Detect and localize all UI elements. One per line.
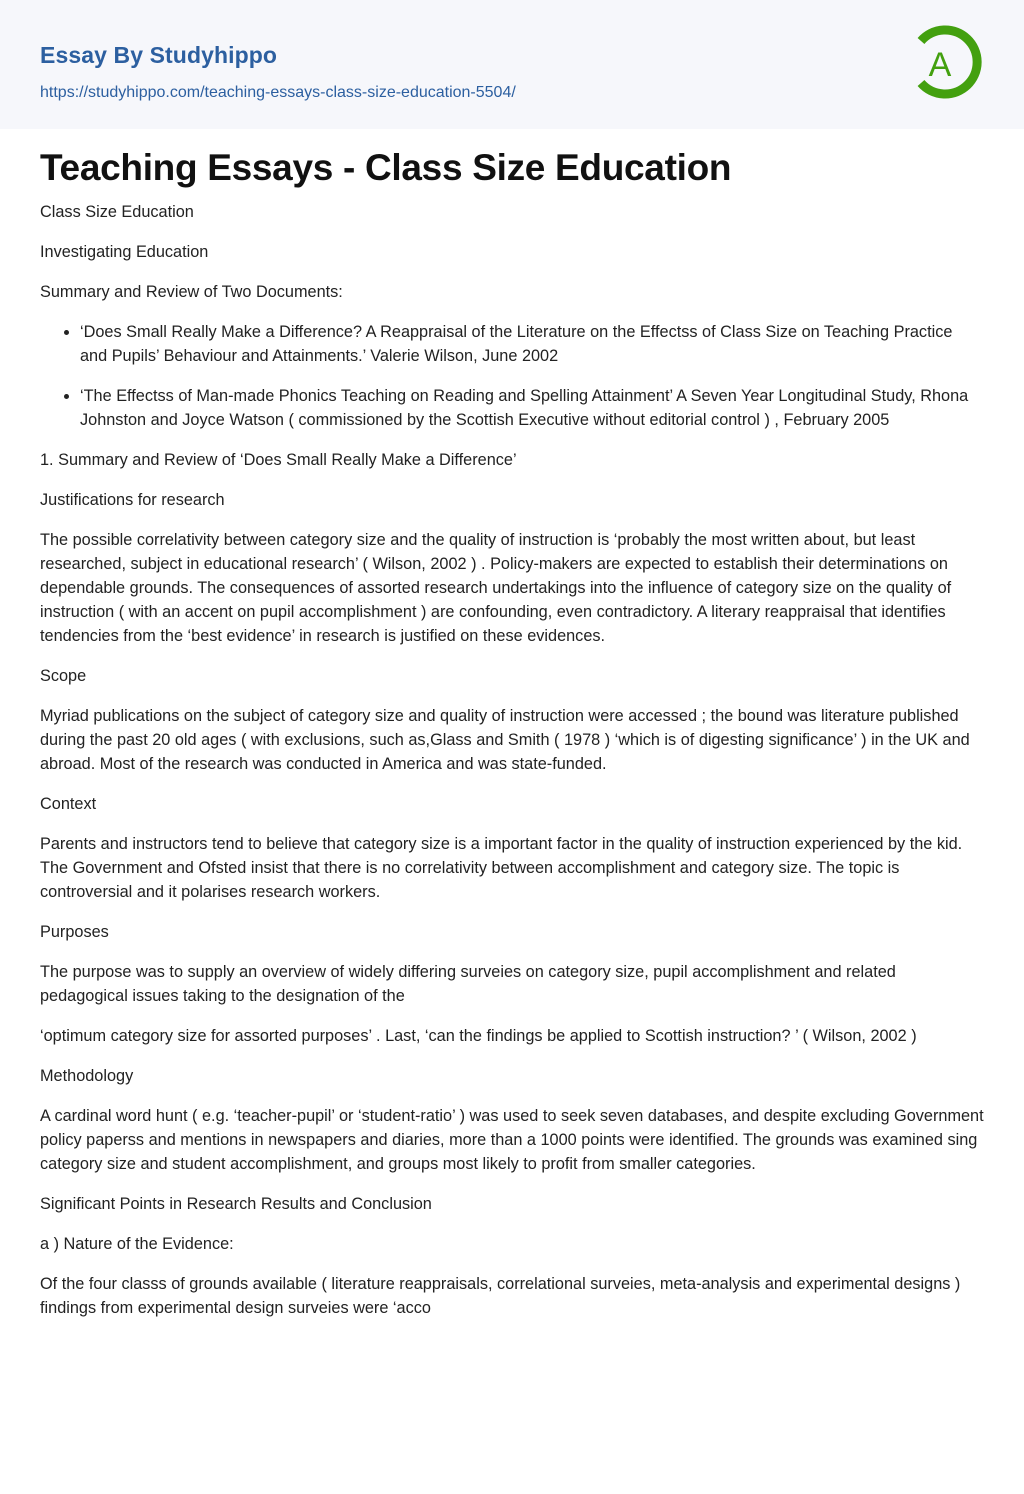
article-body xyxy=(40,200,984,1336)
section-heading: Methodology xyxy=(40,1067,134,1085)
paragraph: Myriad publications on the subject of category size and quality of instruction were accessed ; the bound was literature published during the past 20 old ages ( with exclusions, such as,Glass and Smith ( 1978 ) ‘which is of digesting significance’ ) in the UK and abroad. Most of the research was conducted in America and was state-funded. xyxy=(40,707,970,773)
summary-heading: Summary and Review of Two Documents: xyxy=(40,283,343,301)
section-heading: Context xyxy=(40,795,97,813)
paragraph: Parents and instructors tend to believe that category size is a important factor in the quality of instruction experienced by the kid. The Government and Ofsted insist that there is no correlativity between accomplishment and category size. The topic is controversial and it polarises research workers. xyxy=(40,835,963,901)
section-heading: a ) Nature of the Evidence: xyxy=(40,1235,234,1253)
logo-letter: A xyxy=(928,46,952,84)
paragraph: A cardinal word hunt ( e.g. ‘teacher-pupil’ or ‘student-ratio’ ) was used to seek seven databases, and despite excluding Government policy paperss and mentions in newspapers and diaries, more than a 1000 points were identified. The grounds was examined sing category size and student accomplishment, and groups most likely to profit from smaller categories. xyxy=(40,1107,984,1173)
page-title: Teaching Essays - Class Size Education xyxy=(40,147,732,188)
section-heading: Scope xyxy=(40,667,87,685)
paragraph: The possible correlativity between category size and the quality of instruction is ‘probably the most written about, but least researched, subject in educational research’ ( Wilson, 2002 ) . Policy-makers are expected to establish their determinations on dependable grounds. The consequences of assorted research undertakings into the influence of category size on the quality of instruction ( with an accent on pupil accomplishment ) are confounding, even contradictory. A literary reappraisal that identifies tendencies from the ‘best evidence’ in research is justified on these evidences. xyxy=(40,531,952,645)
brand-title: Essay By Studyhippo xyxy=(40,42,278,68)
section-heading: Significant Points in Research Results and Conclusion xyxy=(40,1195,432,1213)
paragraph: Of the four classs of grounds available ( literature reappraisals, correlational surveies, meta-analysis and experimental designs ) findings from experimental design surveies were ‘acco xyxy=(40,1275,961,1317)
paragraph: ‘optimum category size for assorted purposes’ . Last, ‘can the findings be applied to Scottish instruction? ’ ( Wilson, 2002 ) xyxy=(40,1027,917,1045)
section-heading: 1. Summary and Review of ‘Does Small Really Make a Difference’ xyxy=(40,451,517,469)
subtitle-investigating: Investigating Education xyxy=(40,243,209,261)
paragraph: The purpose was to supply an overview of widely differing surveies on category size, pupil accomplishment and related pedagogical issues taking to the designation of the xyxy=(40,963,896,1005)
subtitle-class-size: Class Size Education xyxy=(40,203,194,221)
section-heading: Purposes xyxy=(40,923,109,941)
section-heading: Justifications for research xyxy=(40,491,225,509)
studyhippo-a-logo-icon xyxy=(912,18,988,106)
documents-list xyxy=(40,320,984,432)
source-url-link[interactable]: https://studyhippo.com/teaching-essays-class-size-education-5504/ xyxy=(40,84,516,101)
list-item: • ‘The Effectss of Man-made Phonics Teaching on Reading and Spelling Attainment’ A Seven Year Longitudinal Study, Rhona Johnston and Joyce Watson ( commissioned by the Scottish Executive without editorial control ) , February 2005 xyxy=(80,384,984,432)
list-item: • ‘Does Small Really Make a Difference? A Reappraisal of the Literature on the Effectss of Class Size on Teaching Practice and Pupils’ Behaviour and Attainments.’ Valerie Wilson, June 2002 xyxy=(80,320,984,368)
